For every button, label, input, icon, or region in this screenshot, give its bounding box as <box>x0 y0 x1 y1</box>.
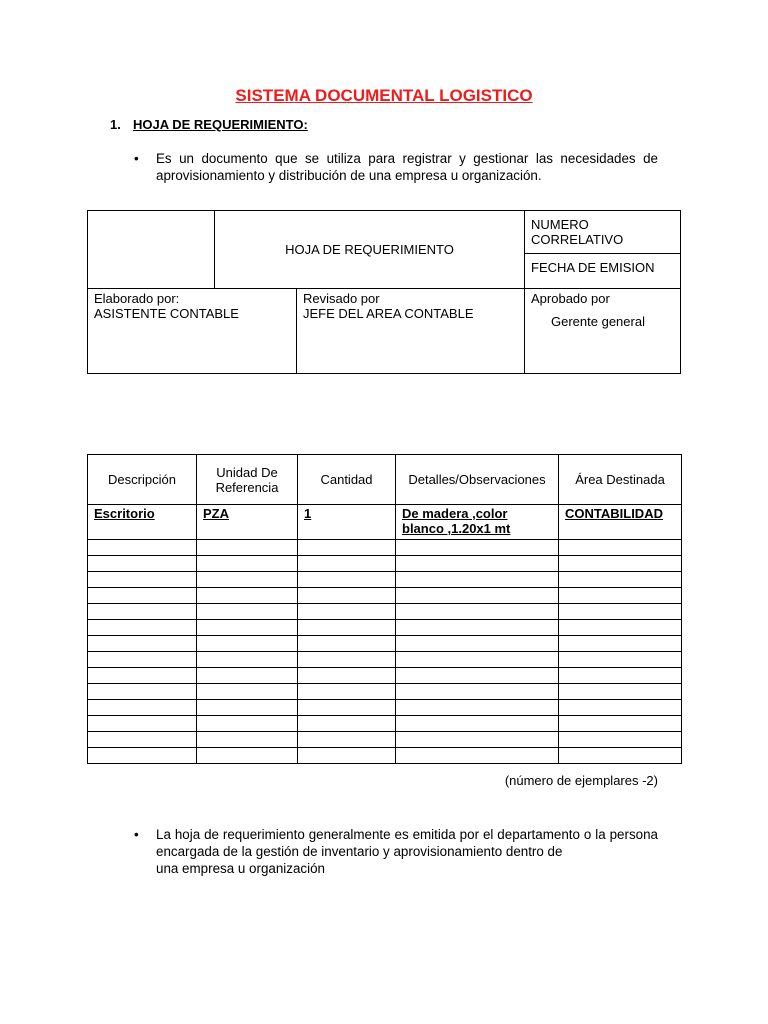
table-cell <box>88 684 197 700</box>
table-cell <box>88 748 197 764</box>
table-row <box>88 636 682 652</box>
table-row <box>88 620 682 636</box>
bullet-text-last-line: aprovisionamiento y distribución de una empresa u organización. <box>156 168 542 183</box>
table-cell <box>396 668 559 684</box>
table-row <box>88 505 682 540</box>
table-cell <box>197 732 298 748</box>
table-cell <box>88 572 197 588</box>
elaborado-cell <box>88 289 297 374</box>
page-title: SISTEMA DOCUMENTAL LOGISTICO <box>235 86 533 105</box>
table-cell <box>197 668 298 684</box>
table-row <box>88 604 682 620</box>
bullet-icon: • <box>134 827 139 842</box>
logo-cell <box>88 211 215 289</box>
table-cell <box>197 652 298 668</box>
table-cell <box>559 700 682 716</box>
table-cell <box>559 620 682 636</box>
table-cell <box>298 716 396 732</box>
table-cell <box>298 684 396 700</box>
table-cell <box>88 588 197 604</box>
table-cell <box>559 588 682 604</box>
table-cell <box>197 620 298 636</box>
table-cell <box>88 620 197 636</box>
table-row <box>88 700 682 716</box>
table-cell <box>559 540 682 556</box>
table-cell <box>396 636 559 652</box>
table-cell <box>396 652 559 668</box>
table-cell <box>559 732 682 748</box>
header-table <box>87 210 681 374</box>
table-cell <box>88 700 197 716</box>
table-cell <box>197 588 298 604</box>
table-cell <box>298 668 396 684</box>
table-cell <box>396 604 559 620</box>
table-cell <box>396 588 559 604</box>
table-cell <box>88 636 197 652</box>
table-row <box>88 668 682 684</box>
table-cell <box>197 540 298 556</box>
table-cell <box>559 636 682 652</box>
form-title-cell: HOJA DE REQUERIMIENTO <box>215 211 525 289</box>
table-cell <box>396 540 559 556</box>
aprobado-value: Gerente general <box>551 314 645 329</box>
table-cell <box>559 668 682 684</box>
empty-rows <box>88 540 682 764</box>
table-cell <box>298 700 396 716</box>
table-row <box>88 556 682 572</box>
aprobado-label: Aprobado por <box>531 291 610 306</box>
table-cell <box>396 572 559 588</box>
table-cell <box>88 556 197 572</box>
table-cell <box>88 604 197 620</box>
table-cell: Escritorio <box>88 505 197 540</box>
table-cell <box>197 636 298 652</box>
table-cell <box>396 732 559 748</box>
numero-correlativo-cell: NUMERO CORRELATIVO <box>525 211 681 254</box>
bullet-text: Es un documento que se utiliza para registrar y gestionar las necesidades de <box>156 151 658 166</box>
column-header: Unidad De Referencia <box>197 455 298 505</box>
table-cell <box>88 732 197 748</box>
table-cell: CONTABILIDAD <box>559 505 682 540</box>
column-header: Descripción <box>88 455 197 505</box>
table-cell <box>298 748 396 764</box>
table-cell <box>559 604 682 620</box>
bullet-text-last-line: una empresa u organización <box>156 861 325 876</box>
table-cell <box>396 716 559 732</box>
table-row <box>88 588 682 604</box>
revisado-cell <box>297 289 525 374</box>
table-cell: De madera ,color blanco ,1.20x1 mt <box>396 505 559 540</box>
bullet-item <box>134 150 658 184</box>
table-row <box>88 684 682 700</box>
table-cell <box>298 588 396 604</box>
table-cell <box>298 636 396 652</box>
table-cell <box>88 540 197 556</box>
table-cell <box>396 620 559 636</box>
table-cell <box>298 572 396 588</box>
column-header: Detalles/Observaciones <box>396 455 559 505</box>
table-cell <box>559 556 682 572</box>
table-cell: 1 <box>298 505 396 540</box>
items-table <box>87 454 682 764</box>
table-row <box>88 748 682 764</box>
aprobado-cell <box>525 289 681 374</box>
table-cell <box>298 556 396 572</box>
table-cell <box>559 652 682 668</box>
table-cell <box>559 748 682 764</box>
table-cell <box>197 700 298 716</box>
bullet-icon: • <box>134 151 139 166</box>
table-cell <box>298 604 396 620</box>
column-header: Cantidad <box>298 455 396 505</box>
copies-note: (número de ejemplares -2) <box>504 773 658 788</box>
section-number: 1. <box>110 117 121 132</box>
bullet-text: La hoja de requerimiento generalmente es emitida por el departamento o la persona encargada de la gestión de inventario y aprovisionamiento dentro de <box>156 827 658 859</box>
table-cell <box>197 604 298 620</box>
table-row <box>88 572 682 588</box>
items-header-row <box>88 455 682 505</box>
table-row <box>88 732 682 748</box>
bullet-item <box>134 826 658 877</box>
table-cell <box>298 540 396 556</box>
table-cell <box>298 652 396 668</box>
table-cell <box>88 652 197 668</box>
table-cell <box>559 684 682 700</box>
section-label: HOJA DE REQUERIMIENTO: <box>133 117 308 132</box>
table-cell <box>298 732 396 748</box>
table-cell <box>298 620 396 636</box>
column-header: Área Destinada <box>559 455 682 505</box>
table-row <box>88 540 682 556</box>
table-row <box>88 652 682 668</box>
table-cell <box>197 556 298 572</box>
table-cell <box>559 716 682 732</box>
revisado-value: JEFE DEL AREA CONTABLE <box>303 306 474 321</box>
table-cell <box>197 684 298 700</box>
table-cell <box>88 716 197 732</box>
revisado-label: Revisado por <box>303 291 380 306</box>
elaborado-label: Elaborado por: <box>94 291 180 306</box>
table-cell <box>88 668 197 684</box>
table-cell <box>197 572 298 588</box>
table-cell <box>396 556 559 572</box>
fecha-emision-cell: FECHA DE EMISION <box>525 254 681 289</box>
table-cell <box>396 684 559 700</box>
table-cell <box>396 748 559 764</box>
section-heading <box>110 117 308 132</box>
table-row <box>88 716 682 732</box>
elaborado-value: ASISTENTE CONTABLE <box>94 306 239 321</box>
table-cell <box>197 748 298 764</box>
table-cell <box>559 572 682 588</box>
table-cell <box>197 716 298 732</box>
table-cell <box>396 700 559 716</box>
table-cell: PZA <box>197 505 298 540</box>
